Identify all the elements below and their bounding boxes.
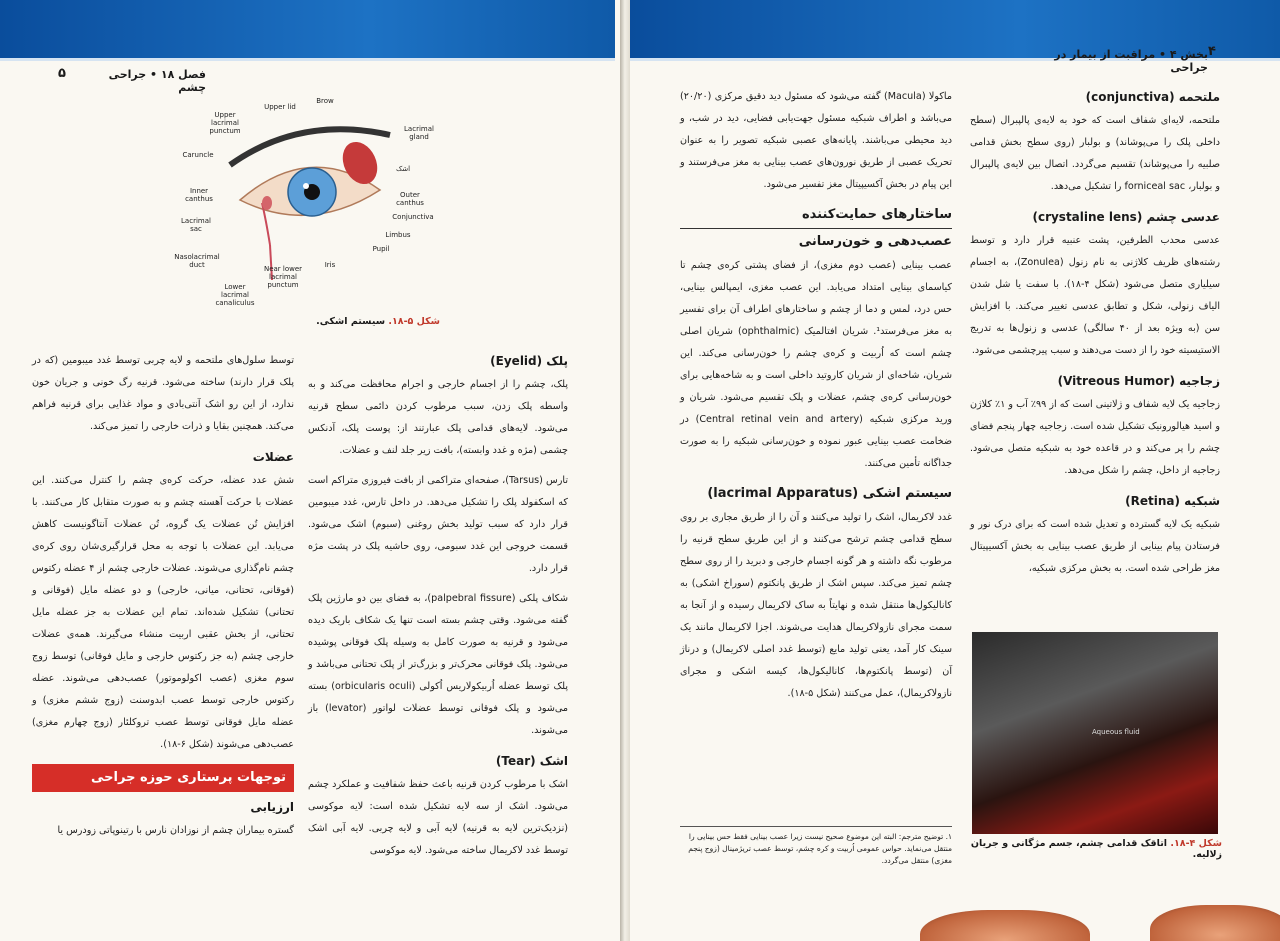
eyelid-heading: پلک (Eyelid) bbox=[490, 354, 568, 368]
retina-paragraph: شبکیه یک لایه گسترده و تعدیل شده است که برای درک نور و فرستادن پیام بینایی از طریق عصب بینایی به بخش آکسیپیتال مغز طراحی شده است. به بخش مرکزی شبکیه، bbox=[970, 519, 1220, 574]
lacrimal-apparatus-paragraph: غدد لاکریمال، اشک را تولید می‌کنند و آن را از طریق مجاری بر روی سطح قدامی چشم ترشح می‌کنند و از این طریق سطح قرنیه را مرطوب نگه داشته و هر گونه اجسام خارجی و دبرید را از روی سطح چشم تمیز می‌کند. سپس اشک از طریق پانکتوم (سوراخ اشکی) به کانالیکول‌ها منتقل شده و نهایتاً به ساک لاکریمال رسیده و از آنجا به سمت مجرای نازولاکریمال هدایت می‌شوند. اجزا لاکریمال مانند یک سینک کار آمد، یعنی تولید مایع (توسط غدد اصلی لاکریمال) و درناژ آن (توسط پانکتوم‌ها، کانالیکول‌ها، کیسه اشکی و مجرای نازولاکریمال)، عمل می‌کنند (شکل ۵-۱۸). bbox=[680, 512, 952, 699]
macula-paragraph: ماکولا (Macula) گفته می‌شود که مسئول دید دقیق مرکزی (۲۰/۲۰) می‌باشد و اطراف شبکیه مسئول جهت‌یابی فضایی، دید در شب، و دید محیطی می‌باشند. پایانه‌های عصبی شبکیه تصویر را به عنوان تحریک عصبی از طریق نورون‌های عصب بینایی به مغز می‌فرستند و این پیام در بخش آکسیپیتال مغز تفسیر می‌شود. bbox=[680, 91, 952, 190]
label-limbus: Limbus bbox=[385, 231, 411, 239]
label-pupil: Pupil bbox=[372, 245, 390, 253]
figure-5-caption-label: شکل ۵-۱۸. bbox=[388, 316, 440, 327]
figure-4-caption-text: اتاقک قدامی چشم، جسم مژگانی و جریان زلالیه. bbox=[970, 838, 1222, 860]
lens-heading: عدسی چشم (crystaline lens) bbox=[1032, 210, 1220, 224]
anterior-chamber-photo bbox=[972, 632, 1218, 834]
label-conjunctiva: Conjunctiva bbox=[392, 213, 434, 221]
vitreous-paragraph: زجاجیه یک لایه شفاف و ژلاتینی است که از ۹۹٪ آب و ۱٪ کلاژن و اسید هیالورونیک تشکیل شده است. زجاجیه چهار پنجم فضای چشم را پر می‌کند و در قاعده خود به شبکیه متصل می‌شود. زجاجیه از داخل، چشم را شکل می‌دهد. bbox=[970, 399, 1220, 476]
tear-continued-paragraph: توسط سلول‌های ملتحمه و لایه چربی توسط غدد میبومین (که در پلک قرار دارند) ساخته می‌شود. قرنیه رگ خونی و جریان خون ندارد، از این رو اشک آنتی‌بادی و مواد غذایی برای قرنیه فراهم می‌کند. همچنین بقایا و ذرات خارجی را تمیز می‌کند. bbox=[32, 355, 294, 432]
photo-label-aqueous: Aqueous fluid bbox=[1092, 728, 1140, 736]
right-running-head: بخش ۴ • مراقبت از بیمار در جراحی bbox=[1054, 48, 1208, 74]
nerve-blood-paragraph: عصب بینایی (عصب دوم مغزی)، از فضای پشتی کره‌ی چشم تا کیاسمای بینایی امتداد می‌یابد. این عصب مغزی، ایمپالس بینایی، حس درد، لمس و دما از چشم و ساختارهای اطراف آن برای تفسیر به مغز می‌فرستد¹. شریان افتالمیک (ophthalmic) شریان اصلی چشم است که اُربیت و کره‌ی چشم را خون‌رسانی می‌کند. این شریان، شاخه‌ای از شریان کاروتید داخلی است و به شاخه‌هایی برای خون‌رسانی کره‌ی چشم، عضلات و پلک تقسیم می‌شود. شریان و ورید مرکزی شبکیه (Central retinal vein and artery) در ضخامت عصب بینایی عبور نموده و خون‌رسانی شبکیه را به صورت جداگانه تأمین می‌کنند. bbox=[680, 260, 953, 469]
right-page bbox=[630, 0, 1280, 941]
vitreous-heading: زجاجیه (Vitreous Humor) bbox=[1057, 374, 1220, 388]
label-lacrimal-sac: Lacrimal sac bbox=[181, 217, 211, 233]
muscles-paragraph: شش عدد عضله، حرکت کره‌ی چشم را کنترل می‌کنند. این عضلات با حرکت آهسته چشم و به صورت متقابل کار می‌کنند. با افزایش تُن عضلات یک گروه، تُن عضلات آنتاگونیست کاهش می‌یابد. این عضلات با توجه به محل قرارگیری‌شان روی کره‌ی چشم نام‌گذاری می‌شوند. عضلات خارجی چشم از ۴ عضله رکتوس (فوقانی، تحتانی، میانی، خارجی) و دو عضله مایل (فوقانی و تحتانی) تشکیل شده‌اند. تمام این عضلات به جز عضله مایل تحتانی، از بخش عقبی اربیت منشاء می‌گیرند. همه‌ی عضلات خارجی چشم (به جز رکتوس خارجی و مایل فوقانی) توسط زوج سوم مغزی (عصب اکولوموتور) عصب‌دهی می‌شوند. عضله رکتوس خارجی توسط عصب ابدوسنت (زوج ششم مغزی) و عضله مایل فوقانی توسط عصب تروکلئار (زوج چهارم مغزی) عصب‌دهی می‌شوند (شکل ۶-۱۸). bbox=[32, 475, 294, 750]
retina-heading: شبکیه (Retina) bbox=[1125, 494, 1220, 508]
lacrimal-system-figure bbox=[170, 95, 440, 310]
tear-heading: اشک (Tear) bbox=[495, 754, 568, 768]
left-running-head: فصل ۱۸ • جراحی چشم bbox=[108, 68, 206, 94]
pupil-highlight bbox=[303, 183, 309, 189]
translator-footnote: ۱. توضیح مترجم: البته این موضوع صحیح نیست زیرا عصب بینایی فقط حس بینایی را منتقل می‌نماید. حواس عمومی اُربیت و کره چشم، توسط عصب تریژمینال (زوج پنجم مغزی) منتقل می‌گردد. bbox=[680, 826, 952, 867]
tear-paragraph: اشک با مرطوب کردن قرنیه باعث حفظ شفافیت و عملکرد چشم می‌شود. اشک از سه لایه تشکیل شده است: لایه موکوسی (نزدیک‌ترین لایه به قرنیه) لایه آبی و لایه چربی. لایه آبی اشک توسط غدد لاکریمال ساخته می‌شود. لایه موکوسی bbox=[308, 779, 568, 856]
assessment-heading: ارزیابی bbox=[250, 800, 294, 814]
finger-shape bbox=[920, 910, 1090, 941]
nerve-blood-heading: عصب‌دهی و خون‌رسانی bbox=[798, 234, 952, 249]
label-near-lower-punctum: Near lower lacrimal punctum bbox=[263, 265, 303, 289]
finger-shape-2 bbox=[1150, 905, 1280, 941]
figure-4-caption-label: شکل ۴-۱۸. bbox=[1170, 838, 1222, 849]
nursing-considerations-banner: توجهات پرستاری حوزه جراحی bbox=[32, 764, 294, 792]
left-banner-stripe bbox=[0, 58, 615, 61]
support-structures-heading: ساختارهای حمایت‌کننده bbox=[680, 204, 952, 229]
right-page-left-column bbox=[680, 86, 952, 713]
lacrimal-sac-shape bbox=[262, 196, 272, 210]
label-lower-canaliculus: Lower lacrimal canaliculus bbox=[215, 283, 255, 307]
left-page-banner bbox=[0, 0, 615, 60]
lens-paragraph: عدسی محدب الطرفین، پشت عنبیه قرار دارد و توسط رشته‌های ظریف کلاژنی به نام زنول (Zonulea)، به اجسام سیلیاری متصل می‌شود (شکل ۴-۱۸). با سفت یا شل شدن الیاف زنولی، شکل و تطابق عدسی تغییر می‌کند. با افزایش سن (به ویژه بعد از ۴۰ سالگی) عدسی و زنول‌ها به تدریج الاستیسیته خود را از دست می‌دهند و سبب پیرچشمی می‌شود. bbox=[970, 235, 1221, 356]
label-caruncle: Caruncle bbox=[182, 151, 214, 159]
label-outer-canthus: Outer canthus bbox=[396, 191, 424, 207]
figure-5-caption bbox=[300, 316, 440, 327]
conjunctiva-paragraph: ملتحمه، لایه‌ای شفاف است که خود به لایه‌ی پالپبرال (سطح داخلی پلک را می‌پوشاند) و بولبار (روی سطح بخش قدامی صلبیه را می‌پوشاند) تقسیم می‌گردد. اتصال بین لایه‌ی پالپبرال و بولبار، forniceal sac را تشکیل می‌دهد. bbox=[970, 115, 1220, 192]
right-page-number: ۴ bbox=[1208, 44, 1216, 59]
label-upper-punctum: Upper lacrimal punctum bbox=[209, 111, 241, 135]
left-page-number: ۵ bbox=[58, 66, 66, 81]
figure-4-caption bbox=[970, 838, 1222, 860]
label-iris: Iris bbox=[324, 261, 336, 269]
label-upper-lid: Upper lid bbox=[264, 103, 296, 111]
label-tears: اشک bbox=[395, 165, 411, 173]
figure-5-caption-text: سیستم اشکی. bbox=[316, 316, 386, 327]
lacrimal-apparatus-heading: سیستم اشکی (lacrimal Apparatus) bbox=[707, 486, 952, 501]
conjunctiva-heading: ملتحمه (conjunctiva) bbox=[1085, 90, 1220, 104]
label-brow: Brow bbox=[316, 97, 334, 105]
eyelid-paragraph-1: پلک، چشم را از اجسام خارجی و اجرام محافظت می‌کند و به واسطه پلک زدن، سبب مرطوب کردن دائمی سطح قرنیه می‌شود. لایه‌های قدامی پلک عبارتند از: پوست پلک، آدنکس چشمی (مژه و غدد وابسته)، بافت زیر جلد لنف و عضلات. bbox=[308, 379, 568, 456]
left-page bbox=[0, 0, 623, 941]
eyelid-paragraph-3: شکاف پلکی (palpebral fissure)، به فضای بین دو مارژین پلک گفته می‌شود. وقتی چشم بسته است تنها یک شکاف باریک دیده می‌شود و قرنیه به صورت کامل به وسیله پلک فوقانی پوشیده می‌شود. پلک فوقانی محرک‌تر و بزرگ‌تر از پلک تحتانی می‌باشد و پلک توسط عضله اُربیکولاریس اُکولی (orbicularis oculi) بسته می‌شود و پلک فوقانی توسط عضلات لواتور (levator) باز می‌شوند. bbox=[308, 593, 569, 736]
label-nasolacrimal-duct: Nasolacrimal duct bbox=[174, 253, 220, 269]
label-lacrimal-gland: Lacrimal gland bbox=[404, 125, 434, 141]
right-page-right-column bbox=[970, 86, 1220, 588]
left-page-right-column bbox=[308, 350, 568, 870]
eyelid-paragraph-2: تارس (Tarsus)، صفحه‌ای متراکمی از بافت فیروزی متراکم است که اسکفولد پلک را تشکیل می‌دهد. در داخل تارس، غدد میبومین قرار دارد که سبب تولید بخش روغنی (سبوم) اشک می‌شود. قسمت خروجی این غدد سبومی، روی حاشیه پلک در پشت مژه قرار دارد. bbox=[308, 475, 568, 574]
left-page-left-column bbox=[32, 350, 294, 850]
label-inner-canthus: Inner canthus bbox=[185, 187, 213, 203]
muscles-heading: عضلات bbox=[252, 450, 294, 464]
assessment-paragraph: گستره بیماران چشم از نوزادان نارس با رتینوپاتی زودرس یا bbox=[57, 825, 294, 836]
